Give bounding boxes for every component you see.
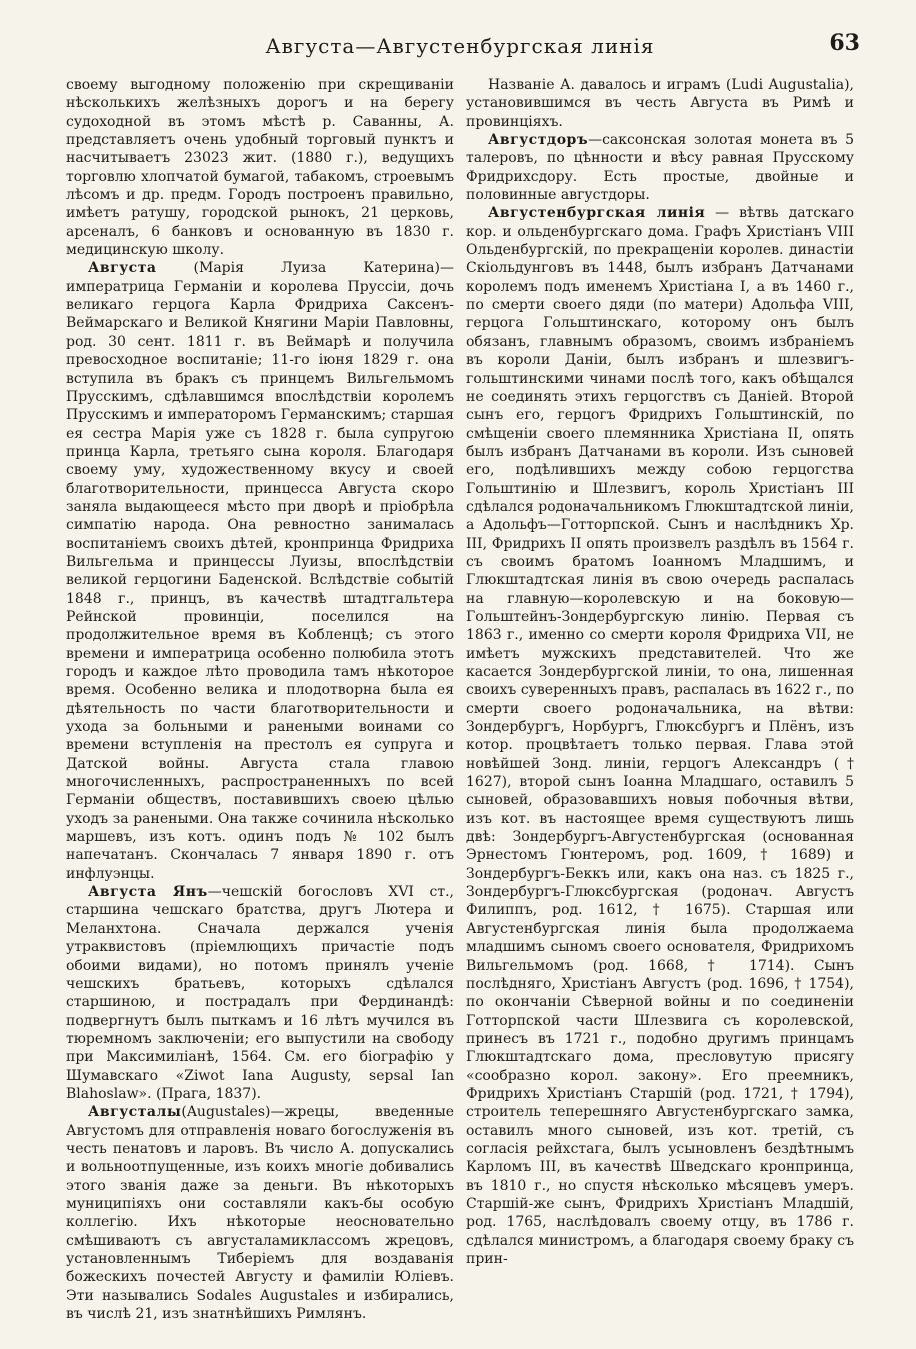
entry-headword: Августенбургская линія (488, 205, 706, 222)
entry-headword: Августдоръ (488, 132, 589, 149)
entry-paragraph (66, 76, 454, 259)
entry-text: —чешскій богословъ XVI ст., старшина чешскаго братства, другъ Лютера и Меланхтона. Сначала держался ученія утраквистовъ (пріемлющихъ причастіе подъ обоими видами), но потомъ принялъ ученіе чешскихъ братьевъ, которыхъ сдѣлался старшиною, и пострадалъ при Фердинандѣ: подвергнутъ былъ пыткамъ и 16 лѣтъ мучился въ тюремномъ заключеніи; его выпустили на свободу при Максимиліанѣ, 1564. См. его біографію у Шумавскаго «Ziwot Iana Augusty, sepsal Ian Blahoslaw». (Прага, 1837). (66, 884, 454, 1102)
running-header (60, 30, 860, 64)
entry-paragraph (466, 131, 854, 204)
right-column (466, 76, 854, 1338)
entry-paragraph (466, 76, 854, 131)
page-number: 63 (829, 30, 860, 56)
entry-text: (Augustales)—жрецы, введенные Августомъ для отправленія новаго богослуженія въ честь пенатовъ и ларовъ. Въ число А. допускались и вольноотпущенные, изъ коихъ многіе добивались этого званія даже за деньги. Въ нѣкоторыхъ муниципіяхъ они составляли какъ-бы особую коллегію. Ихъ нѣкоторые неосновательно смѣшиваютъ съ августаламиклассомъ жрецовъ, установленнымъ Тиберіемъ для воздаванія божескихъ почестей Августу и фамиліи Юліевъ. Эти назывались Sodales Augustales и избирались, въ числѣ 21, изъ знатнѣйшихъ Римлянъ. (66, 1104, 454, 1323)
entry-paragraph (466, 204, 854, 1268)
entry-paragraph (66, 1103, 454, 1323)
entry-paragraph (66, 883, 454, 1103)
entry-text: —саксонская золотая монета въ 5 талеровъ, по цѣнности и вѣсу равная Прусскому Фридрихсдору. Есть простые, двойные и половинные августдоры. (466, 132, 854, 204)
entry-text: — вѣтвь датскаго кор. и ольденбургскаго дома. Графъ Христіанъ VIII Ольденбургскій, по прекращеніи королев. династіи Скіольдунговъ въ 1448, былъ избранъ Датчанами королемъ подъ именемъ Христіана I, а въ 1460 г., по смерти своего дяди (по матери) Адольфа VIII, герцога Гольштинскаго, которому онъ былъ обязанъ, главнымъ образомъ, своимъ избраніемъ въ короли Даніи, былъ избранъ и шлезвигъ-гольштинскими чинами послѣ того, какъ обѣщался не соединять этихъ герцогствъ съ Даніей. Второй сынъ его, герцогъ Фридрихъ Гольштинскій, по смѣщеніи своего племянника Христіана II, опять былъ избранъ Датчанами въ короли. Изъ сыновей его, подѣлившихъ между собою герцогства Гольштинію и Шлезвигъ, король Христіанъ III сдѣлался родоначальникомъ Глюкштадтской линіи, а Адольфъ—Готторпской. Сынъ и наслѣдникъ Хр. III, Фридрихъ II опять произвелъ раздѣлъ въ 1564 г. съ своимъ братомъ Іоанномъ Младшимъ, и Глюкштадтская линія въ свою очередь распалась на главную—королевскую и на боковую—Гольштейнъ-Зондербургскую линію. Первая съ 1863 г., именно со смерти короля Фридриха VII, не имѣетъ мужскихъ представителей. Что же касается Зондербургской линіи, то она, лишенная своихъ суверенныхъ правъ, распалась въ 1622 г., по смерти своего родоначальника, на вѣтви: Зондербургъ, Норбургъ, Глюксбургъ и Плёнъ, изъ котор. процвѣтаетъ только первая. Глава этой новѣйшей Зонд. линіи, герцогъ Александръ († 1627), второй сынъ Іоанна Младшаго, оставилъ 5 сыновей, образовавшихъ новыя побочныя вѣтви, изъ кот. въ настоящее время существуютъ лишь двѣ: Зондербургъ-Августенбургская (основанная Эрнестомъ Гюнтеромъ, род. 1609, † 1689) и Зондербургъ-Беккъ или, какъ она наз. съ 1825 г., Зондербургъ-Глюксбургская (родонач. Августъ Филиппъ, род. 1612, † 1675). Старшая или Августенбургская линія была продолжаема младшимъ сыномъ своего основателя, Фридрихомъ Вильгельмомъ (род. 1668, † 1714). Сынъ послѣдняго, Христіанъ Августъ (род. 1696, † 1754), по окончаніи Сѣверной войны и по соединеніи Готторпской части Шлезвига съ королевской, принесъ въ 1721 г., подобно другимъ принцамъ Глюкштадтскаго дома, пресловутую присягу «сообразно корол. закону». Его преемникъ, Фридрихъ Христіанъ Старшій (род. 1721, † 1794), строитель теперешняго Августенбургскаго замка, оставилъ много сыновей, изъ кот. третій, съ согласія рейхстага, былъ усыновленъ бездѣтнымъ Карломъ III, въ качествѣ Шведскаго кронпринца, въ 1810 г., но спустя нѣсколько мѣсяцевъ умеръ. Старшій-же сынъ, Фридрихъ Христіанъ Младшій, род. 1765, наслѣдовалъ своему отцу, въ 1786 г. сдѣлался министромъ, а благодаря своему браку съ прин- (466, 205, 854, 1267)
entry-headword: Августа Янъ (88, 884, 208, 901)
entry-text: (Марія Луиза Катерина)—императрица Германіи и королева Пруссіи, дочь великаго герцога Карла Фридриха Саксенъ-Веймарскаго и Великой Княгини Маріи Павловны, род. 30 сент. 1811 г. въ Веймарѣ и получила превосходное воспитаніе; 11-го іюня 1829 г. она вступила въ бракъ съ принцемъ Вильгельмомъ Прусскимъ, сдѣлавшимся впослѣдствіи королемъ Прусскимъ и императоромъ Германскимъ; старшая ея сестра Марія уже съ 1828 г. была супругою принца Карла, третьяго сына короля. Благодаря своему уму, художественному вкусу и своей благотворительности, принцесса Августа скоро заняла выдающееся мѣсто при дворѣ и пріобрѣла симпатію народа. Она ревностно занималась воспитаніемъ своихъ дѣтей, кронпринца Фридриха Вильгельма и принцессы Луизы, впослѣдствіи великой герцогини Баденской. Вслѣдствіе событій 1848 г., принцъ, въ качествѣ штадтгальтера Рейнской провинціи, поселился на продолжительное время въ Кобленцѣ; съ этого времени и императрица особенно полюбила этотъ городъ и каждое лѣто проводила тамъ нѣкоторое время. Особенно велика и плодотворна была ея дѣятельность по части благотворительности и ухода за больными и ранеными воинами со времени вступленія на престолъ ея супруга и Датской войны. Августа стала главою многочисленныхъ, распространенныхъ по всей Германіи обществъ, поставившихъ своею цѣлью уходъ за ранеными. Она также сочинила нѣсколько маршевъ, изъ котъ. одинъ подъ № 102 былъ напечатанъ. Скончалась 7 января 1890 г. отъ инфлуэнцы. (66, 260, 454, 882)
entry-headword: Августалы (88, 1104, 182, 1121)
entry-paragraph (66, 259, 454, 883)
entry-text: Названіе А. давалось и играмъ (Ludi Augustalia), установившимся въ честь Августа въ Римѣ и провинціяхъ. (466, 77, 854, 130)
left-column (66, 76, 454, 1338)
running-title: Августа—Августенбургская линія (265, 34, 655, 58)
entry-text: своему выгодному положенію при скрещиваніи нѣсколькихъ желѣзныхъ дорогъ и на берегу судоходной въ этомъ мѣстѣ р. Саванны, А. представляетъ очень удобный торговый пунктъ и насчитываетъ 23023 жит. (1880 г.), ведущихъ торговлю хлопчатой бумагой, табакомъ, строевымъ лѣсомъ и др. предм. Городъ построенъ правильно, имѣетъ ратушу, городской рынокъ, 21 церковь, арсеналъ, 6 банковъ и основанную въ 1830 г. медицинскую школу. (66, 77, 454, 259)
entry-headword: Августа (88, 260, 157, 277)
